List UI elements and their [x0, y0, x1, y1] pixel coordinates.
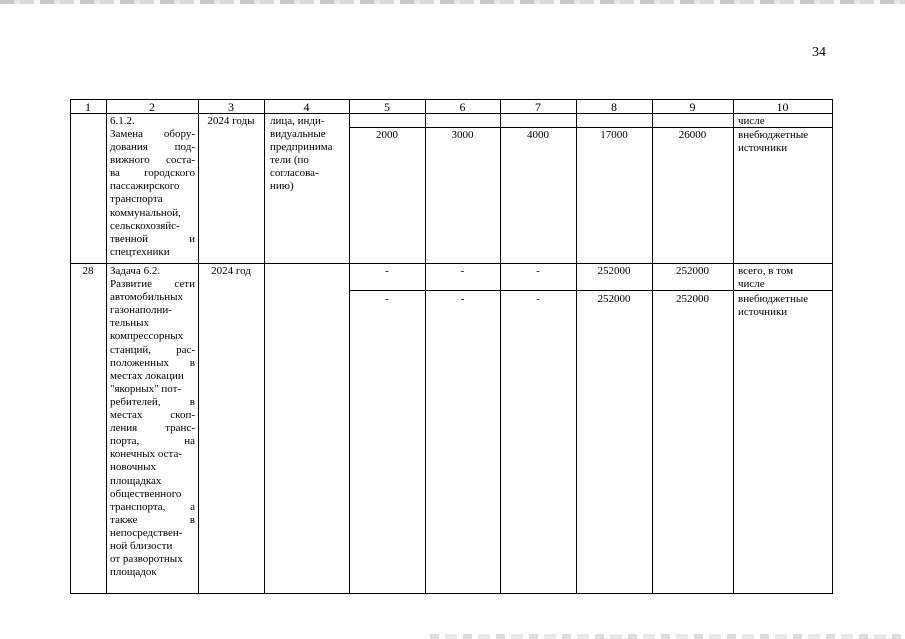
text-line: внебюджетные — [738, 129, 809, 141]
value-cell: 252000 — [597, 265, 631, 277]
text-line: газонаполни- — [110, 304, 172, 317]
col-border — [652, 99, 653, 594]
value-cell: 4000 — [527, 129, 549, 141]
value-cell: - — [385, 293, 389, 305]
column-header: 8 — [611, 100, 617, 114]
text-line: твенной и — [110, 232, 195, 245]
value-cell: 17000 — [600, 129, 628, 141]
value-cell: - — [385, 265, 389, 277]
text-line: порта, на — [110, 435, 195, 448]
task-description — [110, 265, 195, 579]
row-separator — [70, 263, 833, 264]
column-header: 1 — [85, 100, 91, 114]
text-line: всего, в том — [738, 265, 794, 277]
value-cell: - — [536, 293, 540, 305]
text-line: транспорта, а — [110, 500, 195, 513]
row-number: 28 — [82, 265, 94, 277]
text-line: площадках — [110, 474, 162, 487]
column-header: 5 — [384, 100, 390, 114]
column-header: 3 — [228, 100, 234, 114]
text-line: ной близости — [110, 539, 173, 552]
text-line: тельных — [110, 317, 149, 330]
value-cell: - — [460, 265, 465, 277]
text-line: Задача 6.2. — [110, 265, 161, 277]
task-period: 2024 год — [211, 265, 251, 277]
text-line: положенных в — [110, 356, 195, 369]
column-header: 6 — [459, 100, 466, 114]
col-border — [70, 99, 71, 594]
text-line: дования под- — [110, 141, 195, 154]
column-header: 10 — [776, 100, 789, 114]
value-cell: 252000 — [676, 293, 709, 305]
text-line: компрессорных — [110, 330, 184, 343]
value-cell: 3000 — [451, 129, 474, 141]
text-line: площадок — [110, 566, 157, 579]
col-border — [733, 99, 734, 594]
funding-source — [738, 129, 831, 155]
page-number: 34 — [812, 45, 826, 60]
text-line: источники — [738, 142, 788, 155]
col-border — [106, 99, 107, 594]
funding-total-label — [738, 265, 831, 291]
col-border — [576, 99, 577, 594]
text-line: нию) — [270, 180, 294, 193]
funding-source — [738, 293, 831, 319]
text-line: согласова- — [270, 167, 319, 180]
text-line: Замена обору- — [110, 128, 195, 140]
text-line: внебюджетные — [738, 293, 809, 305]
col-border — [832, 99, 833, 594]
text-line: спецтехники — [110, 245, 170, 258]
text-line: тели (по — [270, 154, 309, 167]
funding-source-top: числе — [738, 115, 765, 127]
measure-code: 6.1.2. — [110, 115, 135, 127]
column-header: 9 — [689, 100, 696, 114]
text-line: местах локации — [110, 369, 184, 382]
scan-artifact-top — [0, 0, 905, 4]
value-cell: 26000 — [678, 129, 707, 141]
value-cell: 252000 — [597, 293, 631, 305]
value-cell: 2000 — [376, 129, 398, 141]
text-line: лица, инди- — [270, 115, 325, 127]
text-line: ребителей, в — [110, 395, 195, 408]
text-line: конечных оста- — [110, 448, 182, 461]
text-line: новочных — [110, 461, 157, 474]
measure-description — [110, 128, 195, 259]
text-line: коммунальной, — [110, 206, 181, 219]
text-line: вижного соста- — [110, 154, 195, 167]
col-border — [425, 99, 426, 594]
col-border — [500, 99, 501, 594]
value-cell: - — [460, 293, 465, 305]
text-line: станций, рас- — [110, 343, 195, 356]
text-line: транспорта — [110, 193, 163, 206]
column-header: 7 — [535, 100, 541, 114]
text-line: Развитие сети — [110, 278, 195, 291]
text-line: также в — [110, 513, 195, 526]
value-cell: - — [536, 265, 540, 277]
text-line: непосредствен- — [110, 526, 183, 539]
scan-artifact-bottom — [430, 634, 905, 639]
col-border — [198, 99, 199, 594]
value-cell: 252000 — [676, 265, 709, 277]
text-line: источники — [738, 306, 788, 319]
text-line: "якорных" пот- — [110, 382, 182, 395]
col-border — [349, 99, 350, 594]
measure-period: 2024 годы — [207, 115, 255, 127]
text-line: ва городского — [110, 167, 195, 180]
text-line: предпринима — [270, 141, 333, 154]
text-line: ления транс- — [110, 422, 195, 435]
col-border — [264, 99, 265, 594]
column-header: 4 — [303, 100, 310, 114]
text-line: пассажирского — [110, 180, 180, 193]
text-line: видуальные — [270, 128, 326, 141]
text-line: от разворотных — [110, 553, 183, 566]
table-bottom-border — [70, 593, 833, 594]
text-line: числе — [738, 278, 765, 291]
column-header: 2 — [149, 100, 155, 114]
executors — [270, 115, 348, 194]
text-line: сельскохозяйс- — [110, 219, 180, 232]
text-line: местах скоп- — [110, 409, 195, 422]
text-line: автомобильных — [110, 291, 183, 304]
text-line: общественного — [110, 487, 182, 500]
